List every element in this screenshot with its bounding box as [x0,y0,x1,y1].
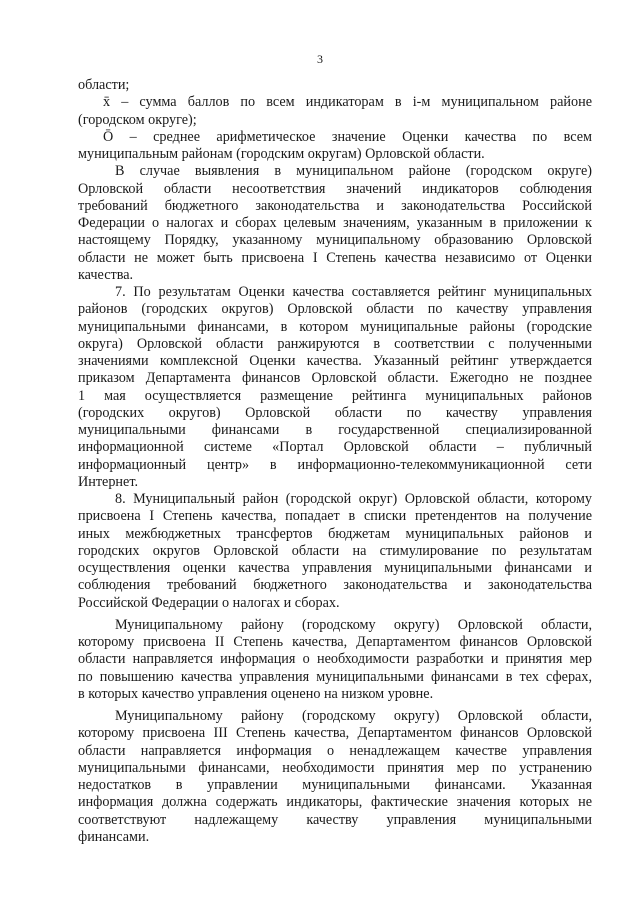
text-line: соответствуют надлежащему качеству управления муниципальными [78,811,592,828]
text-line: которому присвоена III Степень качества, Департаментом финансов Орловской [78,725,592,742]
text-line: соблюдения требований бюджетного законодательства и законодательства [78,577,592,594]
text-line: требований бюджетного законодательства и законодательства Российской [78,197,592,214]
text-line: настоящему Порядку, указанному муниципальному образованию Орловской [78,232,592,249]
text-line: области не может быть присвоена I Степень качества независимо от Оценки [78,249,592,266]
text-line: 8. Муниципальный район (городской округ) Орловской области, которому [115,491,592,507]
text-line: 1 мая осуществляется размещение рейтинга муниципальных районов [78,387,592,404]
text-line: информационной системе «Портал Орловской области – публичный [78,439,592,456]
text-line: районов (городских округов) Орловской области по качеству управления [78,301,592,318]
text-line: области направляется информация о необходимости разработки и принятия мер [78,651,592,668]
text-line: (городских округов) Орловской области по качеству управления [78,404,592,421]
document-body [78,77,592,846]
text-line: муниципальными финансами в государственной специализированной [78,422,592,438]
text-line: (городском округе); [78,111,197,128]
text-line: муниципальными финансами, необходимости принятия мер по устранению [78,759,592,776]
text-line: недостатков в управлении муниципальными финансами. Указанная [78,777,592,793]
text-line: информационный центр» в информационно-телекоммуникационной сети [78,456,592,473]
text-line: городских округов Орловской области на стимулирование по результатам [78,542,592,559]
text-line: Орловской области несоответствия значений индикаторов соблюдения [78,180,592,197]
text-line: иных межбюджетных трансфертов бюджетам муниципальных районов и [78,525,592,542]
text-line: В случае выявления в муниципальном районе (городском округе) [115,163,592,180]
text-line: значениями комплексной Оценки качества. Указанный рейтинг утверждается [78,353,592,369]
text-line: муниципальными финансами, в котором муниципальные районы (городские [78,318,592,335]
text-line: финансами. [78,828,150,845]
text-line: осуществления оценки качества управления муниципальными финансами и [78,560,592,576]
text-line: Ō – среднее арифметическое значение Оценки качества по всем [103,128,592,145]
page-number: 3 [317,52,323,66]
text-line: приказом Департамента финансов Орловской области. Ежегодно не позднее [78,370,592,387]
text-line: Российской Федерации о налогах и сборах. [78,594,340,611]
text-line: в которых качество управления оценено на низком уровне. [78,685,434,702]
text-line: Федерации о налогах и сборах целевым значениям, указанным в приложении к [78,215,592,231]
text-line: присвоена I Степень качества, попадает в списки претендентов на получение [78,508,592,525]
text-line: x̄ – сумма баллов по всем индикаторам в i-м муниципальном районе [103,94,592,111]
text-line: качества. [78,266,134,283]
text-line: которому присвоена II Степень качества, Департаментом финансов Орловской [78,634,592,650]
text-line: области; [78,77,130,93]
text-line: муниципальным районам (городским округам) Орловской области. [78,146,485,162]
text-line: Муниципальному району (городскому округу) Орловской области, [115,708,592,724]
text-line: Интернет. [78,473,138,490]
text-line: округа) Орловской области ранжируются в соответствии с полученными [78,335,592,352]
text-line: Муниципальному району (городскому округу) Орловской области, [115,616,592,633]
text-line: по повышению качества управления муниципальными финансами в тех сферах, [78,668,592,685]
text-line: информация должна содержать индикаторы, фактические значения которых не [78,794,592,811]
text-line: 7. По результатам Оценки качества составляется рейтинг муниципальных [115,284,592,300]
text-line: области направляется информация о ненадлежащем качестве управления [78,742,592,759]
